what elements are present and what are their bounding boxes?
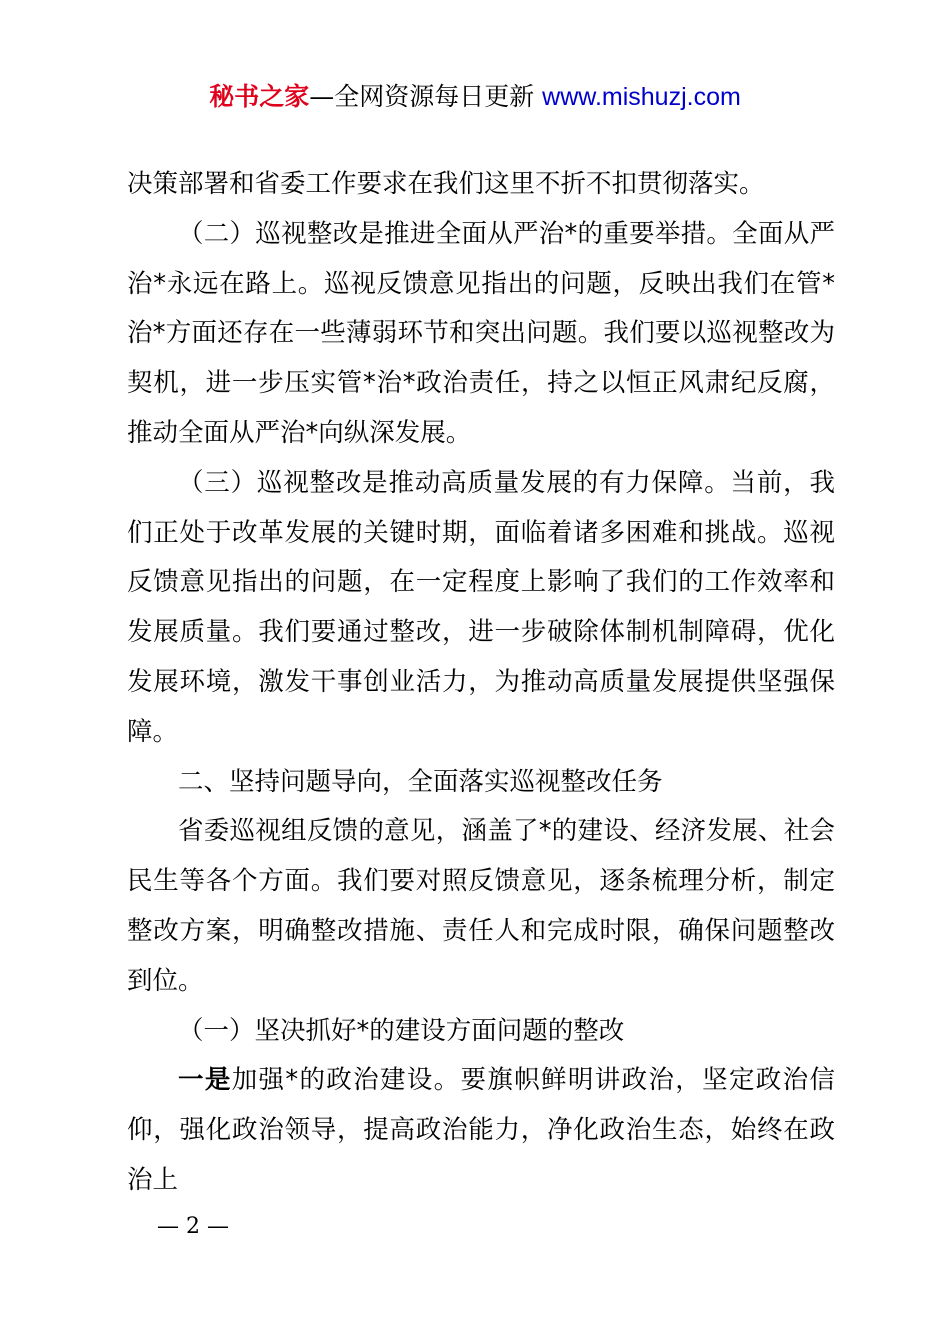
item-text: 加强*的政治建设。要旗帜鲜明讲政治，坚定政治信仰，强化政治领导，提高政治能力，净化政治生态，始终在政治上 [127, 1065, 835, 1195]
site-slogan: —全网资源每日更新 [309, 82, 543, 111]
item-lead-label: 一是 [178, 1065, 232, 1096]
paragraph-continuation: 决策部署和省委工作要求在我们这里不折不扣贯彻落实。 [127, 169, 765, 199]
paragraph-section-2: （二）巡视整改是推进全面从严治*的重要举措。全面从严治*永远在路上。巡视反馈意见指出的问题，反映出我们在管*治*方面还存在一些薄弱环节和突出问题。我们要以巡视整改为契机，进一步压实管*治*政治责任，持之以恒正风肃纪反腐，推动全面从严治*向纵深发展。 [127, 218, 835, 448]
site-header [0, 80, 950, 114]
site-url-link[interactable]: www.mishuzj.com [542, 83, 741, 111]
paragraph-item-1 [127, 1056, 835, 1205]
document-body [127, 160, 835, 1206]
site-brand: 秘书之家 [209, 82, 310, 111]
subsection-heading-1: （一）坚决抓好*的建设方面问题的整改 [178, 1015, 625, 1046]
page-number: — 2 — [157, 1214, 229, 1239]
section-heading-2: 二、坚持问题导向，全面落实巡视整改任务 [178, 766, 663, 797]
paragraph-section-3: （三）巡视整改是推动高质量发展的有力保障。当前，我们正处于改革发展的关键时期，面临着诸多困难和挑战。巡视反馈意见指出的问题，在一定程度上影响了我们的工作效率和发展质量。我们要通过整改，进一步破除体制机制障碍，优化发展环境，激发干事创业活力，为推动高质量发展提供坚强保障。 [127, 467, 835, 747]
paragraph-overview: 省委巡视组反馈的意见，涵盖了*的建设、经济发展、社会民生等各个方面。我们要对照反馈意见，逐条梳理分析，制定整改方案，明确整改措施、责任人和完成时限，确保问题整改到位。 [127, 816, 835, 996]
